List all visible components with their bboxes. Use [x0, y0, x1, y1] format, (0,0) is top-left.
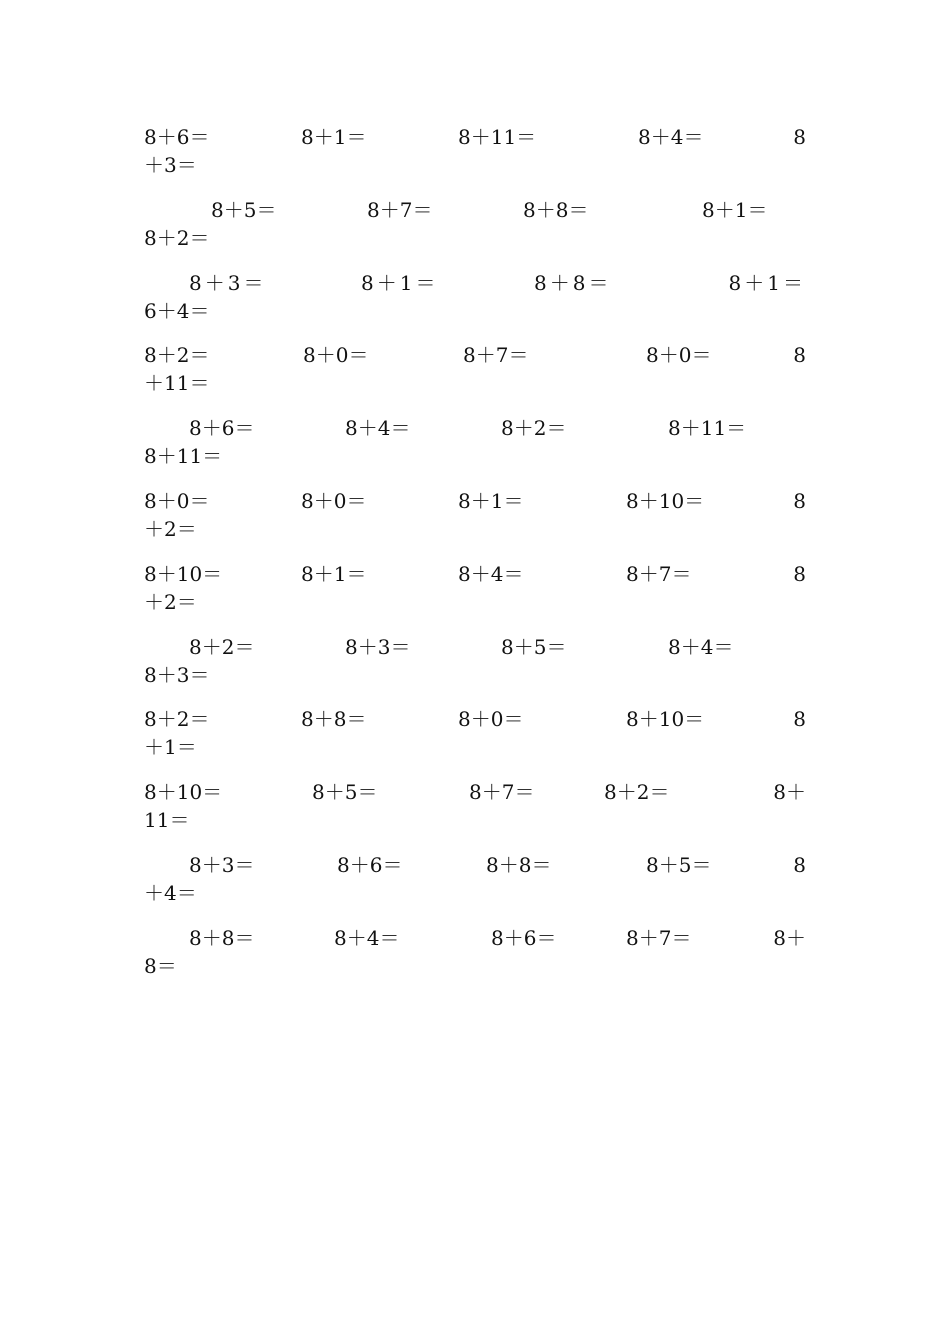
problem-row [144, 341, 806, 401]
math-problem: 8＋1＝ [458, 489, 524, 513]
problem-line [144, 778, 806, 806]
math-problem: 6＋4＝ [144, 299, 210, 323]
math-problem: 8＋6＝ [337, 853, 403, 877]
math-problem: 8＋0＝ [646, 343, 712, 367]
math-problem: 8＋0＝ [301, 489, 367, 513]
math-problem: 8＋0＝ [144, 489, 210, 513]
problem-line [144, 851, 806, 879]
math-problem: 8＋6＝ [189, 416, 255, 440]
math-problem: 8＋2＝ [189, 635, 255, 659]
math-problem-continuation: 8＝ [144, 954, 177, 978]
math-problem-fragment: 8 [793, 343, 806, 367]
problem-row [144, 560, 806, 620]
math-problem: 8＋5＝ [211, 198, 277, 222]
math-problem: 8＋6＝ [144, 125, 210, 149]
problem-line [144, 123, 806, 151]
math-problem: 8＋0＝ [303, 343, 369, 367]
math-problem-fragment: 8 [793, 707, 806, 731]
math-problem-fragment: 8 [793, 125, 806, 149]
math-problem: 8＋2＝ [501, 416, 567, 440]
problem-row [144, 414, 806, 474]
math-problem: 8＋3＝ [345, 635, 411, 659]
problem-row [144, 705, 806, 765]
problem-row [144, 123, 806, 183]
math-problem: 8＋4＝ [345, 416, 411, 440]
math-problem-continuation: ＋1＝ [144, 735, 197, 759]
math-problem-fragment: 8＋ [773, 926, 806, 950]
math-problem: 8＋11＝ [668, 416, 747, 440]
math-problem-continuation: ＋4＝ [144, 881, 197, 905]
problem-line [144, 633, 806, 661]
problem-line [144, 487, 806, 515]
math-problem: 8＋10＝ [626, 489, 705, 513]
problem-row [144, 851, 806, 911]
math-problem: 8＋1＝ [301, 125, 367, 149]
problem-line [144, 414, 806, 442]
math-problem: 8＋11＝ [144, 444, 223, 468]
problem-row [144, 924, 806, 984]
problem-row [144, 633, 806, 693]
problem-row [144, 196, 806, 256]
math-problem-continuation: 11＝ [144, 808, 190, 832]
math-problem: 8＋7＝ [469, 780, 535, 804]
problem-line [144, 341, 806, 369]
math-problem: 8＋7＝ [367, 198, 433, 222]
problem-row [144, 487, 806, 547]
math-problem: 8＋4＝ [458, 562, 524, 586]
math-problem: 8＋1＝ [361, 271, 439, 295]
math-problem-continuation: ＋11＝ [144, 371, 210, 395]
math-problem: 8＋3＝ [189, 271, 267, 295]
math-problem-fragment: 8 [793, 489, 806, 513]
math-problem: 8＋7＝ [463, 343, 529, 367]
math-problem: 8＋6＝ [491, 926, 557, 950]
math-problem: 8＋8＝ [534, 271, 612, 295]
math-problem: 8＋8＝ [486, 853, 552, 877]
math-problem-fragment: 8 [793, 562, 806, 586]
math-problem: 8＋2＝ [144, 226, 210, 250]
math-problem: 8＋7＝ [626, 562, 692, 586]
math-problem-fragment: 8 [793, 853, 806, 877]
math-problem: 8＋4＝ [668, 635, 734, 659]
math-problem: 8＋1＝ [728, 271, 806, 295]
math-problem: 8＋1＝ [301, 562, 367, 586]
math-problem: 8＋4＝ [638, 125, 704, 149]
math-problem: 8＋5＝ [312, 780, 378, 804]
math-problem: 8＋3＝ [144, 663, 210, 687]
math-problem: 8＋8＝ [301, 707, 367, 731]
math-problem: 8＋2＝ [144, 707, 210, 731]
math-problem: 8＋8＝ [523, 198, 589, 222]
math-problem-fragment: 8＋ [773, 780, 806, 804]
math-problem: 8＋10＝ [626, 707, 705, 731]
math-problem: 8＋3＝ [189, 853, 255, 877]
math-problem: 8＋5＝ [501, 635, 567, 659]
problem-line [144, 924, 806, 952]
math-problem: 8＋1＝ [702, 198, 768, 222]
math-problem: 8＋5＝ [646, 853, 712, 877]
math-problem: 8＋2＝ [144, 343, 210, 367]
math-problem: 8＋2＝ [604, 780, 670, 804]
math-problem-continuation: ＋3＝ [144, 153, 197, 177]
problem-row [144, 778, 806, 838]
math-problem: 8＋4＝ [334, 926, 400, 950]
problem-line [144, 560, 806, 588]
problem-row [144, 269, 806, 329]
problem-line [144, 196, 806, 224]
math-problem-continuation: ＋2＝ [144, 517, 197, 541]
math-problem: 8＋10＝ [144, 780, 223, 804]
math-problem: 8＋0＝ [458, 707, 524, 731]
math-problem: 8＋10＝ [144, 562, 223, 586]
problem-line [144, 269, 806, 297]
math-problem: 8＋7＝ [626, 926, 692, 950]
problem-line [144, 705, 806, 733]
math-problem-continuation: ＋2＝ [144, 590, 197, 614]
math-problem: 8＋11＝ [458, 125, 537, 149]
math-problem: 8＋8＝ [189, 926, 255, 950]
